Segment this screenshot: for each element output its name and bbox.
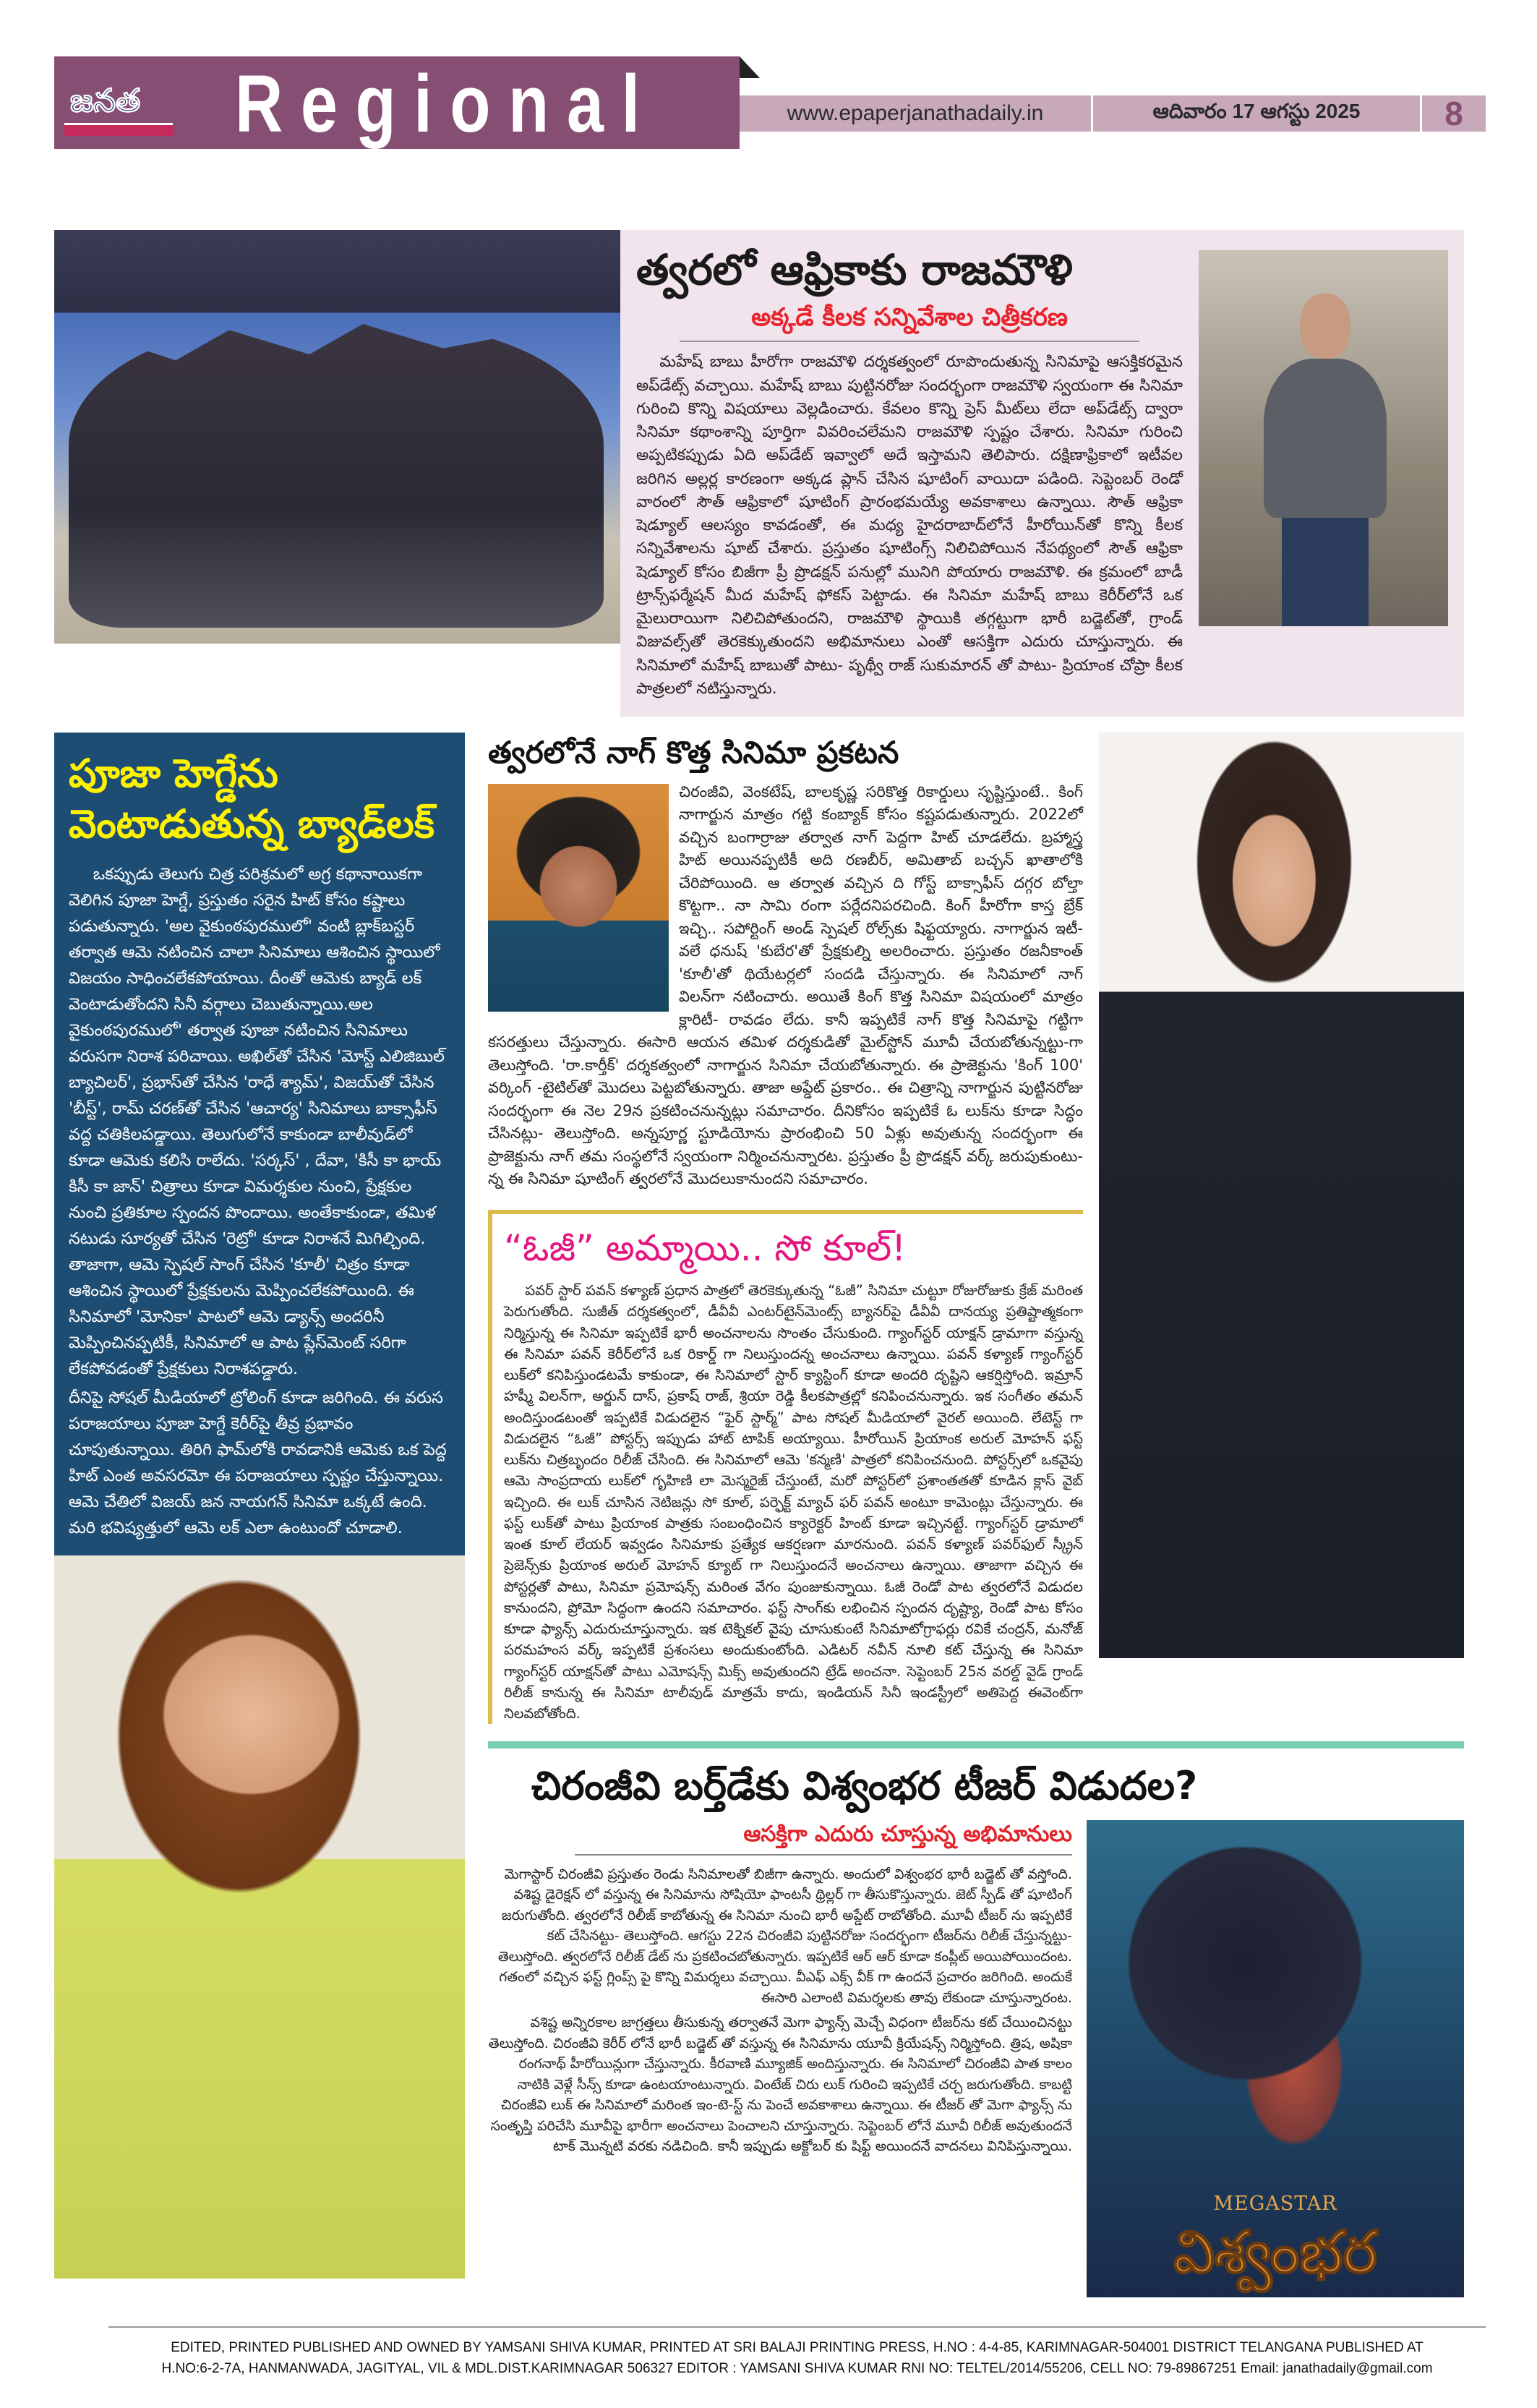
rajamouli-article [620,230,1464,717]
chiranjeevi-article [488,1741,1464,2297]
divider [575,1854,1072,1856]
pooja-article-panel [54,733,465,2279]
priyanka-mohan-photo [1099,733,1464,1658]
poster-tagline: MEGASTAR [1213,2193,1337,2216]
nagarjuna-photo [488,784,669,1012]
subheadline: అక్కడే కీలక సన్నివేశాల చిత్రీకరణ [751,303,1068,333]
article-row [488,1820,1464,2297]
paragraph: వశిష్ట అన్నిరకాల జాగ్రత్తలు తీసుకున్న తర్వాతనే మెగా ఫ్యాన్స్ మెచ్చే విధంగా టీజర్‌ను కట్ చేయించినట్టు తెలుస్తోంది. చిరంజీవి కెరీర్ లోనే భారీ బడ్జెట్ తో వస్తున్న ఈ సినిమాను యూవీ క్రియేషన్స్ నిర్మిస్తోంది. త్రిష, అషికా రంగనాథ్ హీరోయిన్లుగా చేస్తున్నారు. కీరవాణి మ్యూజిక్ అందిస్తున్నారు. ఈ సినిమాలో చిరంజీవి పాత కాలం నాటికి వెళ్లే సీన్స్ కూడా ఉంటయాంటున్నారు. వింటేజ్ చిరు లుక్ గురించి ఇప్పటికే చర్చ జరుగుతోంది. కాబట్టి చిరంజీవి లుక్ ఈ సినిమాలో మరింత ఇం-టె-స్ట్ ను పెంచే అవకాశాలు ఉన్నాయి. ఈ టీజర్ తో మెగా ఫ్యాన్స్ ను సంతృప్తి పరిచేసి మూవీపై భారీగా అంచనాలు పెంచాలని చూస్తున్నారు. సెప్టెంబర్ లోనే మూవీ రిలీజ్ అవుతుందనే టాక్ మొన్నటి వరకు నడిచింది. కానీ ఇప్పుడు అక్టోబర్ కు షిఫ్ట్ అయిందనే వాదనలు వినిపిస్తున్నాయి. [488,2015,1072,2155]
article-body [488,781,1083,1191]
article-text: చిరంజీవి, వెంకటేష్, బాలకృష్ణ సరికొత్త రికార్డులు సృష్టిస్తుంటే.. కింగ్ నాగార్జున మాత్రం గట్టి కంబ్యాక్ కోసం కష్టపడుతున్నారు. 2022లో వచ్చిన బంగార్రాజు తర్వాత నాగ్ పెద్దగా హిట్ చూడలేదు. బ్రహ్మాస్త్ర హిట్ అయినప్పటికీ అది రణబీర్, అమితాబ్ బచ్చన్ ఖాతాలోకి చేరిపోయింది. ఆ తర్వాత వచ్చిన ది గోస్ట్ బాక్సాఫీస్ దగ్గర బోల్తా కొట్టగా.. నా సామి రంగా పర్లేదనిపరచింది. కింగ్ హీరోగా కాస్త బ్రేక్ ఇచ్చి.. సపోర్టింగ్ అండ్ స్పెషల్ రోల్స్‌కు షిఫ్టయ్యారు. నాగార్జున ఇటీ-వలే ధనుష్ 'కుబేర'తో ప్రేక్షకుల్ని అలరించారు. ప్రస్తుతం రజనీకాంత్ 'కూలీ'తో థియేటర్లలో సందడి చేస్తున్నారు. ఈ సినిమాలో నాగ్ విలన్‌గా నటించారు. అయితే కింగ్ కొత్త సినిమా విషయంలో మాత్రం క్లారిటీ- రావడం లేదు. కానీ ఇప్పటికే నాగ్ కొత్త సినిమాపై గట్టిగా కసరత్తులు చేస్తున్నారు. ఈసారి ఆయన తమిళ దర్శకుడితో మైల్‌స్టోన్ మూవీ చేయబోతున్నట్టు-గా తెలుస్తోంది. 'రా.కార్తీక్' దర్శకత్వంలో నాగార్జున సినిమా చేయబోతున్నారు. ఈ ప్రాజెక్టును 'కింగ్ 100' వర్కింగ్ -టైటిల్‌తో మొదలు పెట్టబోతున్నారు. తాజా అప్డేట్ ప్రకారం.. ఈ చిత్రాన్ని నాగార్జున పుట్టినరోజు సందర్భంగా ఈ నెల 29న ప్రకటించనున్నట్లు సమాచారం. దీనికోసం ఇప్పటికే ఓ లుక్‌ను కూడా సిద్ధం చేసినట్లు- తెలుస్తోంది. అన్నపూర్ణ స్టూడియోను ప్రారంభించి 50 ఏళ్లు అవుతున్న సందర్భంగా ఈ ప్రాజెక్టును నాగ్ తమ సంస్థలోనే స్వయంగా నిర్మించనున్నారట. ప్రస్తుతం ప్రీ ప్రొడక్షన్ వర్క్ జరుపుకుంటు-న్న ఈ సినిమా షూటింగ్ త్వరలోనే మొదలుకానుందని సమాచారం. [488,782,1083,1188]
headline: “ఓజీ” అమ్మాయి.. సో కూల్! [504,1226,907,1269]
film-crew-photo [54,230,620,644]
imprint-footer [108,2338,1486,2379]
headline: త్వరలో ఆఫ్రికాకు రాజమౌళి [636,245,1073,294]
article-body: పవర్ స్టార్ పవన్ కళ్యాణ్ ప్రధాన పాత్రలో తెరకెక్కుతున్న “ఓజీ” సినిమా చుట్టూ రోజురోజుకు క్రేజ్ మరింత పెరుగుతోంది. సుజీత్ దర్శకత్వంలో, డీవీవీ ఎంటర్‌టైన్‌మెంట్స్ బ్యానర్‌పై డీవీవీ దానయ్య ప్రతిష్టాత్మకంగా నిర్మిస్తున్న ఈ సినిమా ఇప్పటికే భారీ అంచనాలను సొంతం చేసుకుంది. గ్యాంగ్‌స్టర్ యాక్షన్ డ్రామాగా వస్తున్న ఈ సినిమా పవన్ కెరీర్‌లోనే ఒక రికార్డ్ గా నిలుస్తుందన్న అంచనాలు ఉన్నాయి. పవన్ కళ్యాణ్ గ్యాంగ్‌స్టర్ లుక్‌లో కనిపిస్తుండటమే కాకుండా, ఈ సినిమాలో స్టార్ క్యాస్టింగ్ కూడా అందరి దృష్టిని ఆకర్షిస్తోంది. ఇమ్రాన్ హష్మీ విలన్‌గా, అర్జున్ దాస్, ప్రకాష్ రాజ్, శ్రియా రెడ్డి కీలకపాత్రల్లో కనిపించనున్నారు. ఇక సంగీతం తమన్ అందిస్తుండటంతో ఇప్పటికే విడుదలైన “ఫైర్ స్టార్మ్” పాట సోషల్ మీడియాలో వైరల్ అయింది. లేటెస్ట్ గా విడుదలైన “ఓజీ” పోస్టర్స్ ఇప్పుడు హాట్ టాపిక్ అయ్యాయి. హీరోయిన్ ప్రియాంక అరుల్ మోహన్ ఫస్ట్ లుక్‌ను చిత్రబృందం రిలీజ్ చేసింది. ఈ సినిమాలో ఆమె 'కన్మణి' పాత్రలో కనిపించనుంది. పోస్టర్స్‌లో ఒకవైపు ఆమె సాంప్రదాయ లుక్‌లో గృహిణి లా మెస్మరైజ్ చేస్తుంటే, మరో పోస్టర్‌లో ప్రశాంతతతో కూడిన క్లాస్ వైబ్ ఇచ్చింది. ఈ లుక్ చూసిన నెటిజన్లు సో కూల్, పర్ఫెక్ట్ మ్యాచ్ ఫర్ పవన్ అంటూ కామెంట్లు చేస్తున్నారు. ఈ ఫస్ట్ లుక్‌తో పాటు ప్రియాంక పాత్రకు సంబంధించిన క్యారెక్టర్ హింట్ కూడా ఇచ్చినట్టే. గ్యాంగ్‌స్టర్ డ్రామాలో ఇంత కూల్ లేయర్ ఇవ్వడం సినిమాకు ప్రత్యేక ఆకర్షణగా మారనుంది. పవన్ కళ్యాణ్ పవర్‌ఫుల్ స్క్రీన్ ప్రెజెన్స్‌కు ప్రియాంక అరుల్ మోహన్ క్యూట్ గా నిలుస్తుందనే అంచనాలు ఉన్నాయి. తాజాగా వచ్చిన ఈ పోస్టర్లతో పాటు, సినిమా ప్రమోషన్స్ మరింత వేగం పుంజుకున్నాయి. ఓజీ రెండో పాట త్వరలోనే విడుదల కానుందని, ప్రోమో సిద్ధంగా ఉందని సమాచారం. ఫస్ట్ సాంగ్‌కు లభించిన స్పందన దృష్ట్యా, రెండో పాట కోసం కూడా ఫ్యాన్స్ ఎదురుచూస్తున్నారు. ఇక టెక్నికల్ వైపు చూసుకుంటే సినిమాటోగ్రాఫర్లు రవికే చంద్రన్, మనోజ్ పరమహంస వర్క్ ఇప్పటికే ప్రశంసలు అందుకుంటోంది. ఎడిటర్ నవీన్ నూలి కట్ చేస్తున్న ఈ సినిమా గ్యాంగ్‌స్టర్ యాక్షన్‌తో పాటు ఎమోషన్స్ మిక్స్ అవుతుందని ట్రేడ్ అంచనా. సెప్టెంబర్ 25న వరల్డ్ వైడ్ గ్రాండ్ రిలీజ్ కానున్న ఈ సినిమా టాలీవుడ్ మాత్రమే కాదు, ఇండియన్ సినీ ఇండస్ట్రీలో అతిపెద్ద ఈవెంట్‌గా నిలవబోతోంది. [504,1282,1083,1722]
headline: పూజా హెగ్డేను వెంటాడుతున్న బ్యాడ్‌లక్ [69,751,434,848]
section-title: Regional [235,59,658,149]
pooja-hegde-photo [54,1555,465,2279]
middle-column [488,733,1083,1724]
article-text-column [636,243,1183,701]
headline: చిరంజీవి బర్త్‌డేకు విశ్వంభర టీజర్ విడుదల? [531,1763,1198,1809]
article-body-continued: దీనిపై సోషల్ మీడియాలో ట్రోలింగ్ కూడా జరిగింది. ఈ వరుస పరాజయాలు పూజా హెగ్డే కెరీర్‌పై తీవ్ర ప్రభావం చూపుతున్నాయి. తిరిగి ఫామ్‌లోకి రావడానికి ఆమెకు ఒక పెద్ద హిట్ ఎంత అవసరమో ఈ పరాజయాలు స్పష్టం చేస్తున్నాయి. ఆమె చేతిలో విజయ్ జన నాయగన్ సినిమా ఒక్కటే ఉంది. మరి భవిష్యత్తులో ఆమె లక్ ఎలా ఉంటుందో చూడాలి. [69,1388,447,1538]
article-body: ఒకప్పుడు తెలుగు చిత్ర పరిశ్రమలో అగ్ర కథానాయికగా వెలిగిన పూజా హెగ్డే, ప్రస్తుతం సరైన హిట్ కోసం కష్టాలు పడుతున్నారు. 'అల వైకుంఠపురములో' వంటి బ్లాక్‌బస్టర్ తర్వాత ఆమె నటించిన చాలా సినిమాలు ఆశించిన స్థాయిలో విజయం సాధించలేకపోయాయి. దీంతో ఆమెకు బ్యాడ్ లక్ వెంటాడుతోందని సినీ వర్గాలు చెబుతున్నాయి.అల వైకుంఠపురములో' తర్వాత పూజా నటించిన సినిమాలు వరుసగా నిరాశ పరిచాయి. అఖిల్‌తో చేసిన 'మోస్ట్ ఎలిజిబుల్ బ్యాచిలర్', ప్రభాస్‌తో చేసిన 'రాధే శ్యామ్', విజయ్‌తో చేసిన 'బీస్ట్', రామ్ చరణ్‌తో చేసిన 'ఆచార్య' సినిమాలు బాక్సాఫీస్ వద్ద చతికిలపడ్డాయి. తెలుగులోనే కాకుండా బాలీవుడ్‌లో కూడా ఆమెకు కలిసి రాలేదు. 'సర్కస్' , దేవా, 'కిసీ కా భాయ్ కిసీ కా జాన్' చిత్రాలు కూడా విమర్శకుల నుంచి, ప్రేక్షకుల నుంచి ప్రతికూల స్పందన పొందాయి. అంతేకాకుండా, తమిళ నటుడు సూర్యతో చేసిన 'రెట్రో' కూడా నిరాశనే మిగిల్చింది. తాజాగా, ఆమె స్పెషల్ సాంగ్ చేసిన 'కూలీ' చిత్రం కూడా ఆశించిన స్థాయిలో ప్రేక్షకులను మెప్పించలేకపోయింది. ఈ సినిమాలో 'మోనికా' పాటలో ఆమె డ్యాన్స్ అందరినీ మెప్పించినప్పటికీ, సినిమాలో ఆ పాట ప్లేస్‌మెంట్ సరిగా లేకపోవడంతో ప్రేక్షకులు నిరాశపడ్డారు. [69,865,445,1379]
website-link[interactable]: www.epaperjanathadaily.in [740,95,1091,132]
top-row [54,230,1464,717]
footer-divider [108,2326,1486,2379]
article-text-column [488,1820,1072,2157]
og-article [488,1210,1083,1725]
divider [680,341,1139,342]
imprint-line: EDITED, PRINTED PUBLISHED AND OWNED BY YAMSANI SHIVA KUMAR, PRINTED AT SRI BALAJI PRINTING PRESS, H.NO : 4-4-85, KARIMNAGAR-504001 DISTRICT TELANGANA PUBLISHED AT [171,2340,1423,2356]
article-body: మహేష్ బాబు హీరోగా రాజమౌళి దర్శకత్వంలో రూపొందుతున్న సినిమాపై ఆసక్తికరమైన అప్‌డేట్స్ వచ్చాయి. మహేష్ బాబు పుట్టినరోజు సందర్భంగా రాజమౌళి స్వయంగా ఈ సినిమా గురించి కొన్ని విషయాలు వెల్లడించారు. కేవలం కొన్ని ప్రెస్ మీట్‌లు లేదా అప్‌డేట్స్ ద్వారా సినిమా కథాంశాన్ని పూర్తిగా వివరించలేమని రాజమౌళి స్పష్టం చేశారు. సినిమా గురించి అప్పటికప్పుడు ఏది అప్‌డేట్ ఇవ్వాలో అదే ఇస్తామని తెలిపారు. దక్షిణాఫ్రికాలో ఇటీవల జరిగిన అల్లర్ల కారణంగా అక్కడ ప్లాన్ చేసిన షూటింగ్ వాయిదా పడింది. సెప్టెంబర్ రెండో వారంలో సౌత్ ఆఫ్రికాలో షూటింగ్ ప్రారంభమయ్యే అవకాశాలు ఉన్నాయి. సౌత్ ఆఫ్రికా షెడ్యూల్ ఆలస్యం కావడంతో, ఈ మధ్య హైదరాబాద్‌లోనే హీరోయిన్‌తో కొన్ని కీలక సన్నివేశాలను షూట్ చేశారు. ప్రస్తుతం షూటింగ్స్ నిలిచిపోయిన నేపథ్యంలో సౌత్ ఆఫ్రికా షెడ్యూల్ కోసం బిజీగా ప్రీ ప్రొడక్షన్ పనుల్లో మునిగి పోయారు రాజమౌళి. ఈ క్రమంలో బాడీ ట్రాన్స్‌ఫర్మేషన్ మీద మహేష్ ఫోకస్ పెట్టాడు. ఈ సినిమా మహేష్ బాబు కెరీర్‌లోనే ఒక మైలురాయిగా నిలిచిపోతుందని, రాజమౌళి స్థాయికి తగ్గట్టుగా భారీ బడ్జెట్‌తో, గ్రాండ్ విజువల్స్‌తో తెరకెక్కుతుందని అభిమానులు ఎంతో ఆసక్తిగా ఎదురు చూస్తున్నారు. ఈ సినిమాలో మహేష్ బాబుతో పాటు- పృథ్వీ రాజ్ సుకుమారన్ తో పాటు- ప్రియాంక చోప్రా కీలక పాత్రలలో నటిస్తున్నారు. [636,353,1183,698]
right-area [488,733,1464,2297]
vishwambhara-poster [1087,1820,1464,2297]
page-number: 8 [1422,95,1486,132]
main-row [54,733,1464,2297]
subheadline: ఆసక్తిగా ఎదురు చూస్తున్న అభిమానులు [743,1822,1072,1848]
green-divider [488,1741,1464,1749]
paragraph: మెగాస్టార్ చిరంజీవి ప్రస్తుతం రెండు సినిమాలతో బిజీగా ఉన్నారు. అందులో విశ్వంభర భారీ బడ్జెట్ తో వస్తోంది. వశిష్ట డైరెక్షన్ లో వస్తున్న ఈ సినిమాను సోషియో ఫాంటసీ థ్రిల్లర్ గా తీసుకొస్తున్నారు. జెట్ స్పీడ్ తో షూటింగ్ జరుగుతోంది. త్వరలోనే రిలీజ్ కాబోతున్న ఈ సినిమా నుంచి భారీ అప్డేట్ రాబోతోంది. మూవీ టీజర్ ను ఇప్పటికే కట్ చేసినట్టు- తెలుస్తోంది. ఆగస్టు 22న చిరంజీవి పుట్టినరోజు సందర్భంగా టీజర్‌ను రిలీజ్ చేస్తున్నట్టు- తెలుస్తోంది. త్వరలోనే రిలీజ్ డేట్ ను ప్రకటించబోతున్నారు. ఇప్పటికే ఆర్ ఆర్ కూడా కంప్లీట్ అయిపోయిందంట. గతంలో వచ్చిన ఫస్ట్ గ్లింప్స్ పై కొన్ని విమర్శలు వచ్చాయి. వీఎఫ్ ఎక్స్ వీక్ గా ఉందనే ప్రచారం జరిగింది. అందుకే ఈసారి ఎలాంటి విమర్శలకు తావు లేకుండా చూస్తున్నారంట. [497,1866,1072,2006]
article-body [488,1864,1072,2157]
issue-date: ఆదివారం 17 ఆగస్టు 2025 [1093,95,1420,132]
poster-title: విశ్వంభర [1173,2219,1377,2287]
headline: త్వరలోనే నాగ్ కొత్త సినిమా ప్రకటన [488,735,899,771]
middle-row [488,733,1464,1724]
logo-text: జనత [70,82,141,119]
imprint-line: H.NO:6-2-7A, HANMANWADA, JAGITYAL, VIL & MDL.DIST.KARIMNAGAR 506327 EDITOR : YAMSANI SHIVA KUMAR RNI NO: TELTEL/2014/55206, CELL NO: 79-89867251 Email: janathadaily@gmail.com [161,2360,1433,2376]
rajamouli-photo [1199,250,1448,626]
